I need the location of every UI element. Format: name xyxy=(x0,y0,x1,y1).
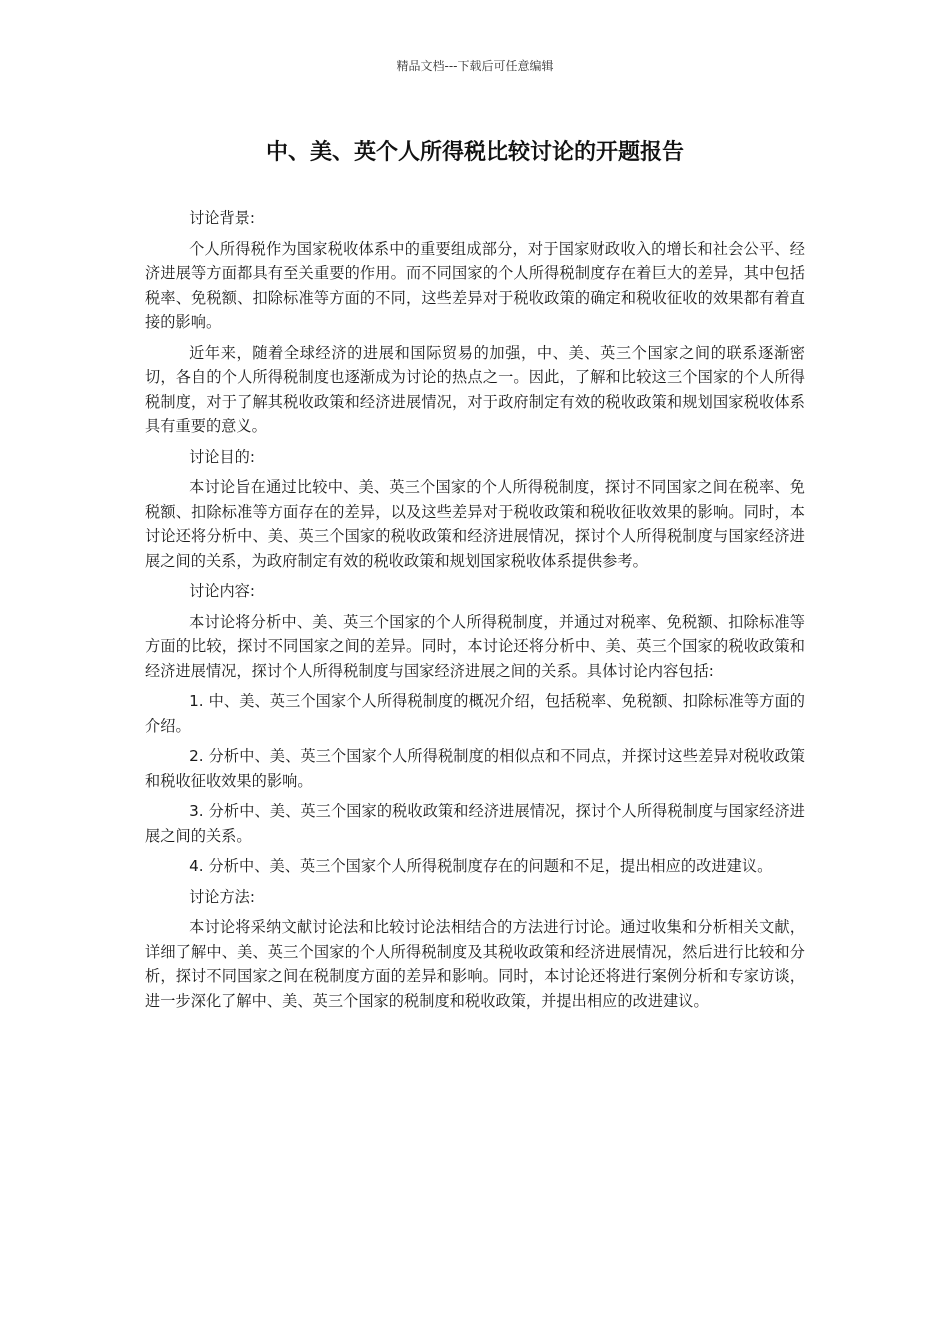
content-list-item: 1. 中、美、英三个国家个人所得税制度的概况介绍，包括税率、免税额、扣除标准等方面的介绍。 xyxy=(145,692,805,735)
section-heading-content: 讨论内容: xyxy=(189,582,255,600)
header-note: 精品文档---下载后可任意编辑 xyxy=(396,59,554,73)
document-body xyxy=(145,206,805,1019)
document-title: 中、美、英个人所得税比较讨论的开题报告 xyxy=(265,140,684,165)
purpose-paragraph: 本讨论旨在通过比较中、美、英三个国家的个人所得税制度，探讨不同国家之间在税率、免税额、扣除标准等方面存在的差异，以及这些差异对于税收政策和税收征收效果的影响。同时，本讨论还将分析中、美、英三个国家的税收政策和经济进展情况，探讨个人所得税制度与国家经济进展之间的关系，为政府制定有效的税收政策和规划国家税收体系提供参考。 xyxy=(145,478,805,570)
background-paragraph: 个人所得税作为国家税收体系中的重要组成部分，对于国家财政收入的增长和社会公平、经济进展等方面都具有至关重要的作用。而不同国家的个人所得税制度存在着巨大的差异，其中包括税率、免税额、扣除标准等方面的不同，这些差异对于税收政策的确定和税收征收的效果都有着直接的影响。 xyxy=(145,239,805,331)
content-paragraph: 本讨论将分析中、美、英三个国家的个人所得税制度，并通过对税率、免税额、扣除标准等方面的比较，探讨不同国家之间的差异。同时，本讨论还将分析中、美、英三个国家的税收政策和经济进展情况，探讨个人所得税制度与国家经济进展之间的关系。具体讨论内容包括: xyxy=(145,612,805,680)
section-heading-background: 讨论背景: xyxy=(189,209,255,227)
method-paragraph: 本讨论将采纳文献讨论法和比较讨论法相结合的方法进行讨论。通过收集和分析相关文献，详细了解中、美、英三个国家的个人所得税制度及其税收政策和经济进展情况，然后进行比较和分析，探讨不同国家之间在税制度方面的差异和影响。同时，本讨论还将进行案例分析和专家访谈，进一步深化了解中、美、英三个国家的税制度和税收政策，并提出相应的改进建议。 xyxy=(145,918,805,1010)
content-list-item: 2. 分析中、美、英三个国家个人所得税制度的相似点和不同点，并探讨这些差异对税收政策和税收征收效果的影响。 xyxy=(145,747,805,790)
section-heading-method: 讨论方法: xyxy=(189,887,255,906)
section-heading-purpose: 讨论目的: xyxy=(189,447,255,466)
content-list-item: 3. 分析中、美、英三个国家的税收政策和经济进展情况，探讨个人所得税制度与国家经济进展之间的关系。 xyxy=(145,802,805,845)
content-list-item: 4. 分析中、美、英三个国家个人所得税制度存在的问题和不足，提出相应的改进建议。 xyxy=(189,857,773,875)
background-paragraph: 近年来，随着全球经济的进展和国际贸易的加强，中、美、英三个国家之间的联系逐渐密切，各自的个人所得税制度也逐渐成为讨论的热点之一。因此，了解和比较这三个国家的个人所得税制度，对于了解其税收政策和经济进展情况，对于政府制定有效的税收政策和规划国家税收体系具有重要的意义。 xyxy=(145,343,805,435)
